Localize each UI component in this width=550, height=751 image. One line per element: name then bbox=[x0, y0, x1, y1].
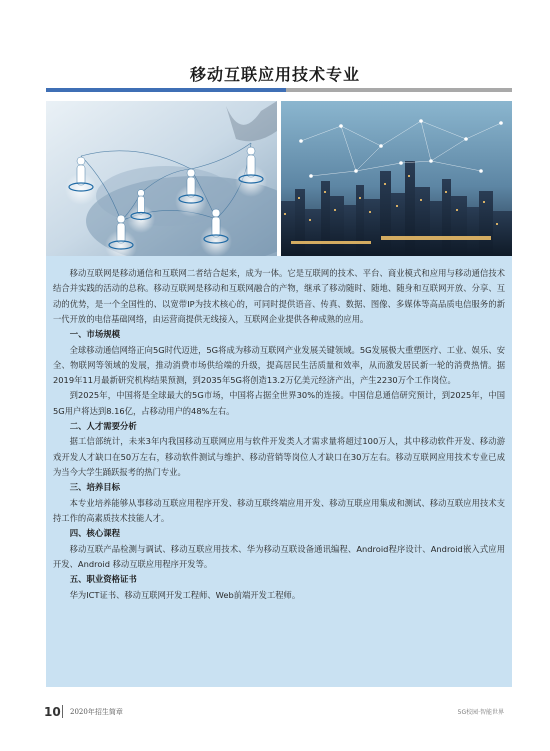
goal-paragraph: 本专业培养能够从事移动互联应用程序开发、移动互联终端应用开发、移动互联应用集成和测试、移动互联应用技术支持工作的高素质技术技能人才。 bbox=[53, 497, 505, 524]
intro-paragraph: 移动互联网是移动通信和互联网二者结合起来，成为一体。它是互联网的技术、平台、商业模式和应用与移动通信技术结合并实践的活动的总称。移动互联网是移动和互联网融合的产物，继承了移动随时、随地、随身和互联网开放、分享、互动的优势，是一个全国性的、以宽带IP为技术核心的，可同时提供语音、传真、数据、图像、多媒体等高品质电信服务的新一代开放的电信基础网络，由运营商提供无线接入，互联网企业提供各种成熟的应用。 bbox=[53, 268, 505, 324]
market-paragraph-1: 全球移动通信网络正向5G时代迈进，5G将成为移动互联网产业发展关键领域。5G发展极大重塑医疗、工业、娱乐、安全、物联网等领域的发展，推动消费市场供给端的升级，提高居民生活质量和效率，从而激发居民新一轮的消费热情。据2019年11月最新研究机构结果预测，到2035年5G将创造13.2万亿美元经济产出，产生2230万个工作岗位。 bbox=[53, 344, 505, 386]
footer-brochure-title: 2020年招生简章 bbox=[70, 708, 123, 716]
title-rule-blue bbox=[46, 88, 286, 92]
footer-divider bbox=[62, 705, 63, 718]
section-heading-courses: 四、核心课程 bbox=[69, 528, 121, 539]
market-paragraph-2: 到2025年，中国将是全球最大的5G市场，中国将占据全世界30%的连接。中国信息通信研究预计，到2025年，中国5G用户将达到8.16亿，占移动用户的48%左右。 bbox=[53, 390, 505, 416]
courses-paragraph: 移动互联产品检测与调试、移动互联应用技术、华为移动互联设备通讯编程、Android程序设计、Android嵌入式应用开发、Android 移动互联应用程序开发等。 bbox=[53, 543, 505, 570]
page-title: 移动互联应用技术专业 bbox=[189, 65, 360, 84]
footer-slogan: 5G校园·智能世界 bbox=[457, 709, 504, 716]
certificates-paragraph: 华为ICT证书、移动互联网开发工程师、Web前端开发工程师。 bbox=[69, 589, 301, 600]
city-network-image bbox=[281, 101, 512, 256]
section-heading-market: 一、市场规模 bbox=[69, 329, 121, 340]
section-heading-goal: 三、培养目标 bbox=[69, 482, 121, 493]
talent-paragraph: 据工信部统计，未来3年内我国移动互联网应用与软件开发类人才需求量将超过100万人，其中移动软件开发、移动游戏开发人才缺口在50万左右，移动软件测试与维护、移动营销等岗位人才缺口在30万左右。移动互联网应用技术专业已成为当今大学生踊跃报考的热门专业。 bbox=[53, 436, 505, 478]
section-heading-certificates: 五、职业资格证书 bbox=[69, 574, 137, 585]
article-body bbox=[53, 266, 505, 603]
network-people-image bbox=[46, 101, 277, 256]
title-rule-gray bbox=[286, 88, 512, 92]
section-heading-talent: 二、人才需要分析 bbox=[69, 421, 137, 432]
title-rule bbox=[46, 88, 512, 92]
page-number: 10 bbox=[44, 705, 61, 719]
